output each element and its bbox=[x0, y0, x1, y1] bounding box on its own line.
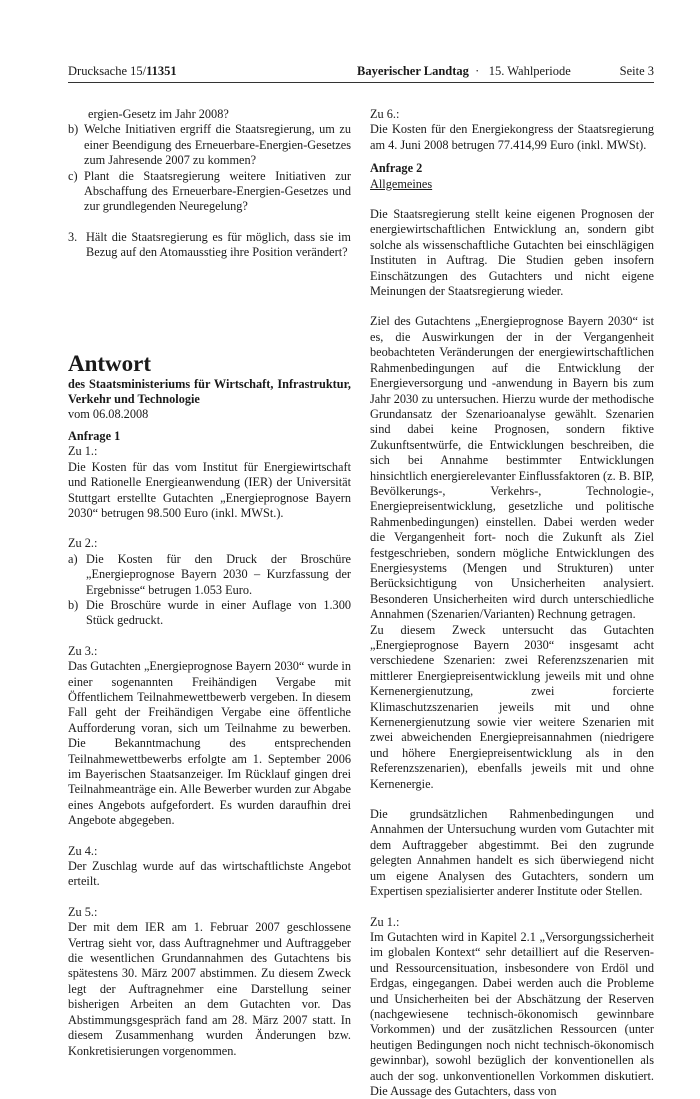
question-item-c bbox=[68, 169, 351, 215]
section-anfrage-1: Anfrage 1 bbox=[68, 428, 121, 443]
zu-1-label: Zu 1.: bbox=[68, 444, 98, 459]
zu-6-text: Die Kosten für den Energiekongress der Staatsregierung am 4. Juni 2008 betrugen 77.414,99 Euro (inkl. MWSt). bbox=[370, 122, 654, 152]
institution-name: Bayerischer Landtag bbox=[357, 64, 469, 78]
item-text: Hält die Staatsregierung es für möglich, dass sie im Bezug auf den Atomausstieg ihre Position verändert? bbox=[86, 229, 351, 260]
zu-4-label: Zu 4.: bbox=[68, 843, 98, 858]
item-text: Die Broschüre wurde in einer Auflage von 1.300 Stück gedruckt. bbox=[86, 597, 351, 628]
item-text: Welche Initiativen ergriff die Staatsregierung, um zu einer Beendigung des Erneuerbare-Energien-Gesetzes zum Jahresende 2007 zu kommen? bbox=[84, 122, 351, 168]
answer-subtitle: des Staatsministeriums für Wirtschaft, Infrastruktur, Verkehr und Technologie bbox=[68, 376, 351, 407]
zu-1-text: Die Kosten für das vom Institut für Energiewirtschaft und Rationelle Energieanwendung (IER) der Universität Stuttgart erstellte Gutachten „Energieprognose Bayern 2030“ betrugen 98.500 Euro (inkl. MWSt.). bbox=[68, 459, 351, 520]
question-3 bbox=[68, 230, 351, 261]
item-marker: b) bbox=[68, 597, 79, 612]
item-marker: b) bbox=[68, 122, 79, 137]
doc-number-value: 11351 bbox=[146, 64, 177, 78]
paragraph-4: Die grundsätzlichen Rahmenbedingungen und Annahmen der Untersuchung wurden vom Gutachter mit dem Auftraggeber abgestimmt. Bei den zugrunde gelegten Annahmen handelt es sich überwiegend nicht um eigene Analysen des Gutachters, sondern um Expertisen spezialisierter anderer Institute oder Stellen. bbox=[370, 807, 654, 899]
doc-prefix: Drucksache 15/ bbox=[68, 64, 147, 78]
zu-3-label: Zu 3.: bbox=[68, 643, 98, 658]
zu-5-label: Zu 5.: bbox=[68, 904, 98, 919]
item-text: Plant die Staatsregierung weitere Initiativen zur Abschaffung des Erneuerbare-Energien-Gesetzes und zur grundlegenden Neuregelung? bbox=[84, 168, 351, 214]
zu-2-item-b bbox=[68, 598, 351, 629]
zu-3-text: Das Gutachten „Energieprognose Bayern 2030“ wurde in einer sogenannten Freihändigen Vergabe mit Öffentlichem Teilnahmewettbewerb vergeben. In diesem Fall geht der Freihändigen Vergabe eine öffentliche Aufforderung voran, sich um Teilnahme zu bewerben. Die Bekanntmachung des entsprechenden Teilnahmewettbewerbs erfolgte am 1. September 2006 im Bayerischen Staatsanzeiger. Im Rücklauf gingen drei Teilnahmeanträge ein. Alle Bewerber wurden zur Abgabe eines Angebots aufgefordert. Es wurden daraufhin drei Angebote abgegeben. bbox=[68, 659, 351, 828]
zu-5-text: Der mit dem IER am 1. Februar 2007 geschlossene Vertrag sieht vor, dass Auftragnehmer und Auftraggeber die wesentlichen Grundannahmen des Gutachtens bis spätestens 30. März 2007 abstimmen. Zu diesem Zweck legt der Auftragnehmer eine Darstellung seiner bisherigen Arbeiten an dem Gutachten vor. Das Abstimmungsgespräch fand am 28. März 2007 statt. In diesem Zusammenhang wurden Änderungen bzw. Konkretisierungen vorgenommen. bbox=[68, 920, 351, 1058]
paragraph-5: Im Gutachten wird in Kapitel 2.1 „Versorgungssicherheit im globalen Kontext“ sehr detailliert auf die Reserven- und Ressourcensituation, insbesondere von Erdöl und Erdgas, eingegangen. Dabei werden auch die Probleme und Unsicherheiten bei der Abschätzung der Reserven (nachgewiesene technisch-ökonomisch gewinnbare Vorkommen) und der zusätzlichen Ressourcen (unter heutigen Bedingungen noch nicht technisch-ökonomisch gewinnbar), sowohl bezüglich der konventionellen als auch der sog. unkonventionellen Vorkommen diskutiert. Die Aussage des Gutachters, dass von bbox=[370, 929, 654, 1098]
zu-2-label: Zu 2.: bbox=[68, 536, 98, 551]
left-column bbox=[68, 107, 351, 1059]
item-text: Die Kosten für den Druck der Broschüre „Energieprognose Bayern 2030 – Kurzfassung der Ergebnisse“ betrugen 1.053 Euro. bbox=[86, 551, 351, 597]
page-header bbox=[68, 64, 654, 82]
question-item-b bbox=[68, 122, 351, 168]
item-marker: c) bbox=[68, 168, 78, 183]
header-center bbox=[357, 64, 571, 79]
document-number bbox=[68, 64, 177, 79]
item-marker: 3. bbox=[68, 229, 78, 244]
right-column bbox=[370, 107, 654, 1099]
header-rule bbox=[68, 82, 654, 83]
page-number: Seite 3 bbox=[619, 64, 654, 78]
paragraph-2: Ziel des Gutachtens „Energieprognose Bayern 2030“ ist es, die Auswirkungen der in der Vergangenheit beobachteten Veränderungen der energiewirtschaftlichen Rahmenbedingungen auf die Entwicklung der Energieversorgung und -anwendung in Bayern bis zum Jahr 2030 zu untersuchen. Hierzu wurde der methodische Grundansatz der Szenarioanalyse gewählt. Szenarien sind dabei keine Prognosen, sondern fiktive Zukunftsentwürfe, die Entwicklungen beschreiben, die sich bei Annahme bestimmter Entwicklungen hinsichtlich energierelevanter Einflussfaktoren (z. B. BIP, Bevölkerungs-, Verkehrs-, Technologie-, Energiepreisentwicklung, gesetzliche und politische Rahmenbedingungen) einstellen. Dabei werden weder die Vergangenheit fort- noch die Zukunft als Ziel festgeschrieben, sondern mögliche Entwicklungen des Energiesystems (Mengen und Strukturen) unter Berücksichtigung von Unsicherheiten analysiert. Besonderen Unsicherheiten wird durch unterschiedliche Annahmen (Szenarien/Varianten) Rechnung getragen. bbox=[370, 314, 654, 622]
zu-6-label: Zu 6.: bbox=[370, 107, 400, 121]
paragraph-3: Zu diesem Zweck untersucht das Gutachten „Energieprognose Bayern 2030“ insgesamt acht verschiedene Szenarien: zwei Referenzszenarien mit mittlerer Energiepreisentwicklung jeweils mit und ohne Kernenergienutzung, zwei forcierte Klimaschutzszenarien jeweils mit und ohne Kernenergienutzung sowie vier weitere Szenarien mit zwei abweichenden Energiepreisannahmen (niedrigere und höhere Energiepreisentwicklung als in den Referenzszenarien), ebenfalls jeweils mit und ohne Kernenergie. bbox=[370, 622, 654, 791]
subsection-allgemeines: Allgemeines bbox=[370, 176, 433, 191]
question-continuation: ergien-Gesetz im Jahr 2008? bbox=[88, 107, 229, 121]
answer-title: Antwort bbox=[68, 350, 152, 376]
section-anfrage-2: Anfrage 2 bbox=[370, 161, 423, 176]
answer-date: vom 06.08.2008 bbox=[68, 407, 149, 422]
legislative-period: 15. Wahlperiode bbox=[488, 64, 571, 78]
paragraph-1: Die Staatsregierung stellt keine eigenen Prognosen der energiewirtschaftlichen Entwicklung an, sondern gibt solche als wissenschaftliche Gutachten bei einschlägigen Instituten in Auftrag. Die Studien geben insofern Einschätzungen des Gutachters und nicht eigene Meinungen der Staatsregierung wieder. bbox=[370, 207, 654, 299]
header-separator: · bbox=[475, 64, 480, 78]
zu-1-label-right: Zu 1.: bbox=[370, 914, 400, 929]
zu-2-item-a bbox=[68, 552, 351, 598]
zu-4-text: Der Zuschlag wurde auf das wirtschaftlichste Angebot erteilt. bbox=[68, 859, 351, 889]
item-marker: a) bbox=[68, 551, 78, 566]
